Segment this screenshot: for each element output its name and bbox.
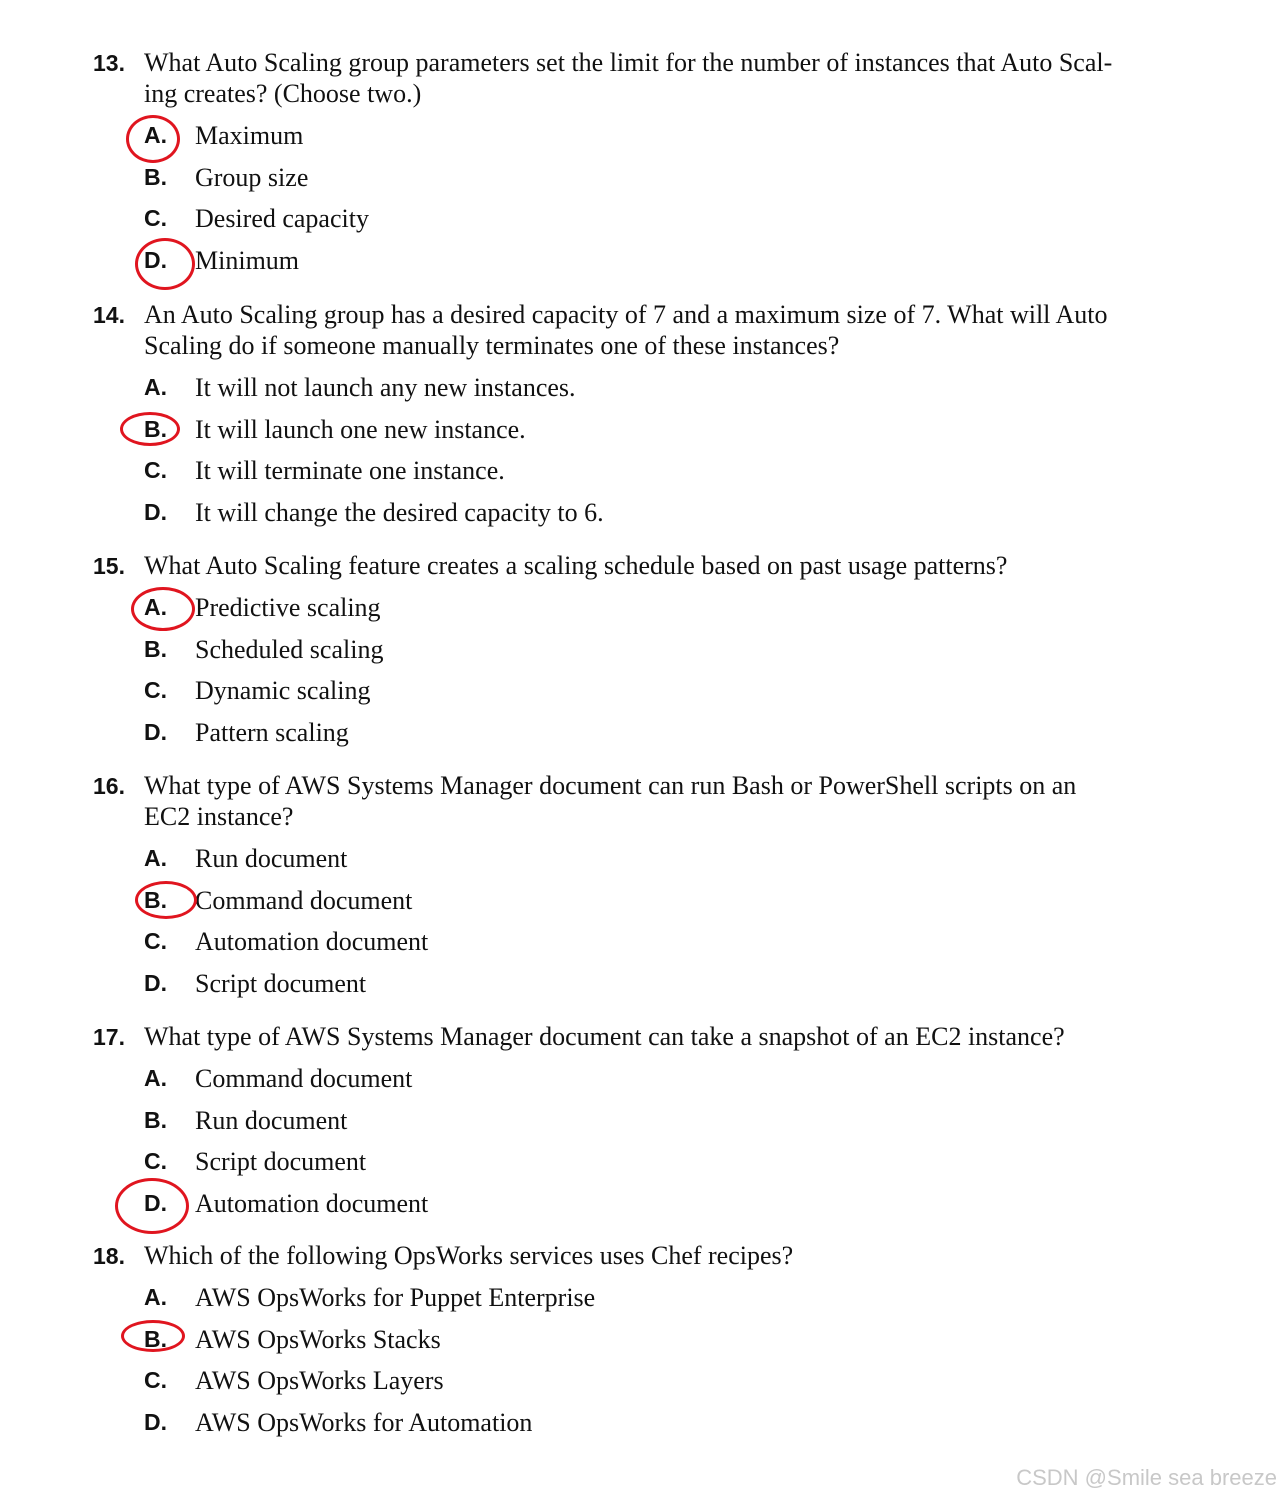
- option-text: Dynamic scaling: [195, 676, 371, 705]
- option-letter: B.: [144, 163, 167, 190]
- option-letter: A.: [144, 845, 167, 871]
- option-letter: C.: [144, 205, 167, 231]
- option-text: Command document: [195, 885, 413, 915]
- option-letter: A.: [144, 122, 167, 148]
- option-letter: D.: [144, 1408, 167, 1435]
- option-letter: C.: [144, 1367, 167, 1393]
- option-letter: D.: [144, 718, 167, 745]
- option-text: Run document: [195, 1105, 348, 1135]
- question-number: 14.: [93, 302, 125, 328]
- option-text: Run document: [195, 844, 348, 873]
- option-text: Maximum: [195, 121, 304, 150]
- question-text: An Auto Scaling group has a desired capacity of 7 and a maximum size of 7. What will Auto: [144, 300, 1108, 329]
- answer-circle-mark: [115, 1178, 189, 1234]
- option-letter: C.: [144, 457, 167, 483]
- option-text: Predictive scaling: [195, 593, 381, 622]
- answer-circle-mark: [126, 115, 180, 163]
- option-text: AWS OpsWorks for Automation: [195, 1407, 533, 1437]
- option-letter: B.: [144, 886, 167, 913]
- option-letter: C.: [144, 1148, 167, 1174]
- option-letter: D.: [144, 246, 167, 273]
- option-text: It will not launch any new instances.: [195, 373, 576, 402]
- option-text: Desired capacity: [195, 204, 369, 233]
- option-text: Minimum: [195, 245, 300, 275]
- option-text: It will launch one new instance.: [195, 414, 526, 444]
- option-text: Command document: [195, 1064, 413, 1093]
- option-letter: B.: [144, 415, 167, 442]
- option-text: Group size: [195, 162, 309, 192]
- option-letter: A.: [144, 594, 167, 620]
- question-text: Scaling do if someone manually terminates one of these instances?: [144, 331, 840, 360]
- question-text: EC2 instance?: [144, 802, 294, 831]
- option-text: It will change the desired capacity to 6.: [195, 497, 604, 527]
- question-number: 15.: [93, 553, 125, 579]
- question-text: What Auto Scaling group parameters set the limit for the number of instances that Auto Scal-: [144, 48, 1113, 77]
- option-letter: A.: [144, 374, 167, 400]
- option-letter: D.: [144, 1189, 167, 1216]
- option-text: Automation document: [195, 927, 429, 956]
- question-number: 16.: [93, 773, 125, 799]
- question-text: What type of AWS Systems Manager document can take a snapshot of an EC2 instance?: [144, 1022, 1065, 1051]
- option-letter: D.: [144, 498, 167, 525]
- question-number: 18.: [93, 1243, 125, 1269]
- option-letter: B.: [144, 1106, 167, 1133]
- option-text: AWS OpsWorks Stacks: [195, 1324, 441, 1354]
- option-letter: C.: [144, 928, 167, 954]
- option-text: Script document: [195, 968, 367, 998]
- option-text: Scheduled scaling: [195, 634, 384, 664]
- question-text: What type of AWS Systems Manager document can run Bash or PowerShell scripts on an: [144, 771, 1077, 800]
- option-text: Automation document: [195, 1188, 429, 1218]
- answer-circle-mark: [135, 881, 197, 919]
- option-text: It will terminate one instance.: [195, 456, 505, 485]
- answer-circle-mark: [120, 412, 180, 446]
- watermark: CSDN @Smile sea breeze: [1016, 1465, 1277, 1490]
- option-letter: D.: [144, 969, 167, 996]
- option-letter: A.: [144, 1284, 167, 1310]
- option-text: Script document: [195, 1147, 367, 1176]
- question-text: Which of the following OpsWorks services uses Chef recipes?: [144, 1241, 794, 1270]
- question-number: 17.: [93, 1024, 125, 1050]
- option-text: AWS OpsWorks for Puppet Enterprise: [195, 1283, 596, 1312]
- option-text: Pattern scaling: [195, 717, 349, 747]
- question-text: What Auto Scaling feature creates a scaling schedule based on past usage patterns?: [144, 551, 1008, 580]
- option-letter: C.: [144, 677, 167, 703]
- option-letter: B.: [144, 635, 167, 662]
- answer-circle-mark: [131, 587, 195, 631]
- option-text: AWS OpsWorks Layers: [195, 1366, 444, 1395]
- option-letter: A.: [144, 1065, 167, 1091]
- question-number: 13.: [93, 50, 125, 76]
- answer-circle-mark: [121, 1320, 185, 1352]
- option-letter: B.: [144, 1325, 167, 1352]
- question-text: ing creates? (Choose two.): [144, 79, 422, 108]
- answer-circle-mark: [135, 238, 195, 290]
